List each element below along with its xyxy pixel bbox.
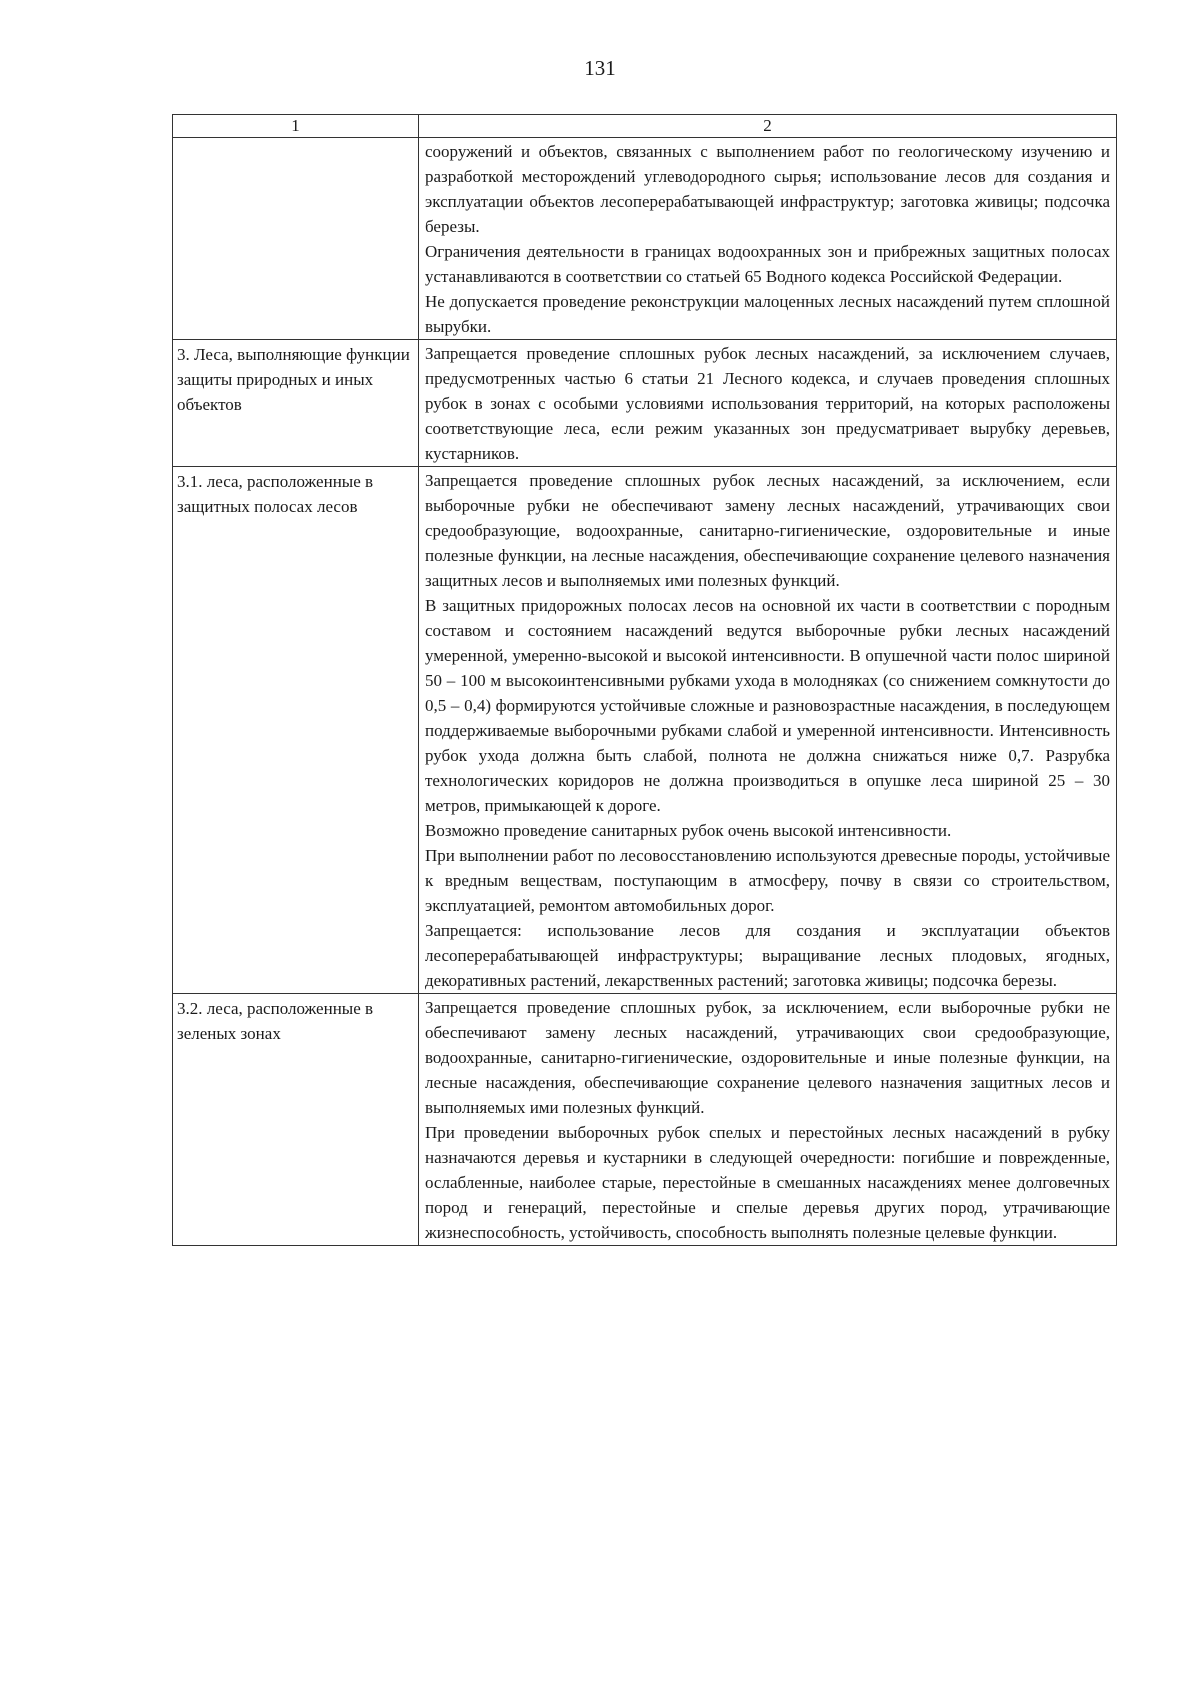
category-cell: 3.1. леса, расположенные в защитных полосах лесов [173,467,419,994]
regulation-paragraph: сооружений и объектов, связанных с выполнением работ по геологическому изучению и разработкой месторождений углеводородного сырья; использование лесов для создания и эксплуатации объектов лесоперерабатывающей инфраструктур; заготовка живицы; подсочка березы. [425,142,1110,236]
regulation-paragraph: В защитных придорожных полосах лесов на основной их части в соответствии с породным составом и состоянием насаждений ведутся выборочные рубки лесных насаждений умеренной, умеренно-высокой и высокой интенсивности. В опушечной части полос шириной 50 – 100 м высокоинтенсивными рубками ухода в молодняках (со снижением сомкнутости до 0,5 – 0,4) формируются устойчивые сложные и разновозрастные насаждения, в последующем поддерживаемые выборочными рубками слабой и умеренной интенсивности. Интенсивность рубок ухода должна быть слабой, полнота не должна снижаться ниже 0,7. Разрубка технологических коридоров не должна производиться в опушке леса шириной 25 – 30 метров, примыкающей к дороге. [425,596,1110,815]
regulation-paragraph: Запрещается: использование лесов для создания и эксплуатации объектов лесоперерабатывающей инфраструктуры; выращивание лесных плодовых, ягодных, декоративных растений, лекарственных растений; заготовка живицы; подсочка березы. [425,921,1110,990]
regulation-cell [419,994,1117,1246]
table-row [173,340,1117,467]
regulation-paragraph: Возможно проведение санитарных рубок очень высокой интенсивности. [425,821,952,840]
regulation-paragraph: Запрещается проведение сплошных рубок лесных насаждений, за исключением, если выборочные рубки не обеспечивают замену лесных насаждений, утрачивающих свои средообразующие, водоохранные, санитарно-гигиенические, оздоровительные и иные полезные функции, на лесные насаждения, обеспечивающие сохранение целевого назначения защитных лесов и выполняемых ими полезных функций. [425,471,1110,590]
regulation-paragraph: Не допускается проведение реконструкции малоценных лесных насаждений путем сплошной вырубки. [425,292,1110,336]
regulations-table [172,114,1117,1246]
regulation-paragraph: При проведении выборочных рубок спелых и перестойных лесных насаждений в рубку назначаются деревья и кустарники в следующей очередности: погибшие и поврежденные, ослабленные, наиболее старые, перестойные в смешанных насаждениях менее долговечных пород и генераций, перестойные и спелые деревья других пород, утрачивающие жизнеспособность, устойчивость, способность выполнять полезные целевые функции. [425,1123,1110,1242]
category-cell [173,138,419,340]
column-header-2: 2 [419,115,1117,138]
table-row [173,994,1117,1246]
regulation-paragraph: При выполнении работ по лесовосстановлению используются древесные породы, устойчивые к вредным веществам, поступающим в атмосферу, почву в связи со строительством, эксплуатацией, ремонтом автомобильных дорог. [425,846,1110,915]
regulation-cell [419,138,1117,340]
regulation-paragraph: Запрещается проведение сплошных рубок, за исключением, если выборочные рубки не обеспечивают замену лесных насаждений, утрачивающих свои средообразующие, водоохранные, санитарно-гигиенические, оздоровительные и иные полезные функции, на лесные насаждения, обеспечивающие сохранение целевого назначения защитных лесов и выполняемых ими полезных функций. [425,998,1110,1117]
regulation-paragraph: Запрещается проведение сплошных рубок лесных насаждений, за исключением случаев, предусмотренных частью 6 статьи 21 Лесного кодекса, и случаев проведения сплошных рубок в зонах с особыми условиями использования территорий, на которых расположены соответствующие леса, если режим указанных зон предусматривает вырубку деревьев, кустарников. [425,344,1110,463]
category-cell: 3. Леса, выполняющие функции защиты природных и иных объектов [173,340,419,467]
column-header-1: 1 [173,115,419,138]
regulation-cell [419,467,1117,994]
regulation-paragraph: Ограничения деятельности в границах водоохранных зон и прибрежных защитных полосах устанавливаются в соответствии со статьей 65 Водного кодекса Российской Федерации. [425,242,1110,286]
category-cell: 3.2. леса, расположенные в зеленых зонах [173,994,419,1246]
regulation-cell [419,340,1117,467]
table-row [173,138,1117,340]
page-number: 131 [584,56,616,80]
table-header-row [173,115,1117,138]
table-row [173,467,1117,994]
